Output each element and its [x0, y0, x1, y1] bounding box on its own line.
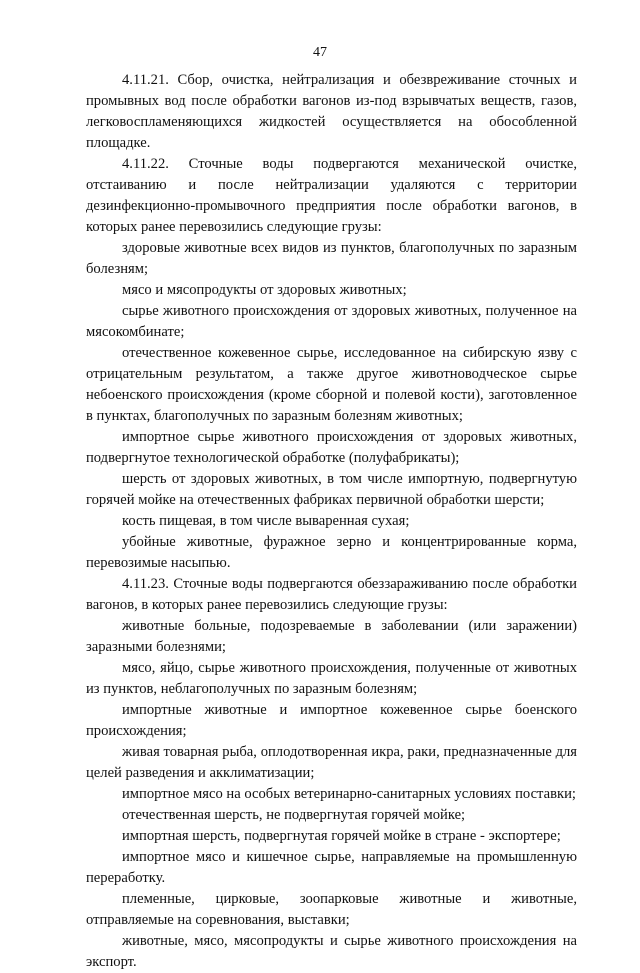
list-item: мясо и мясопродукты от здоровых животных; [122, 282, 407, 298]
paragraph-4-11-22: 4.11.22. Сточные воды подвергаются механической очистке, отстаиванию и после нейтрализации удаляются с территории дезинфекционно-промывочного предприятия после обработки вагонов, в которых ранее перевозились следующие грузы: [86, 156, 577, 235]
list-item: кость пищевая, в том числе вываренная сухая; [122, 513, 410, 529]
list-item: убойные животные, фуражное зерно и концентрированные корма, перевозимые насыпью. [86, 534, 577, 571]
list-item: животные больные, подозреваемые в заболевании (или заражении) заразными болезнями; [86, 618, 577, 655]
list-item: импортное мясо и кишечное сырье, направляемые на промышленную переработку. [86, 849, 577, 886]
paragraph-4-11-21: 4.11.21. Сбор, очистка, нейтрализация и обезвреживание сточных и промывных вод после обработки вагонов из-под взрывчатых веществ, газов, легковоспламеняющихся жидкостей осуществляется на обособленной площадке. [86, 72, 577, 151]
list-item: сырье животного происхождения от здоровых животных, полученное на мясокомбинате; [86, 303, 577, 340]
list-item: импортное мясо на особых ветеринарно-санитарных условиях поставки; [122, 786, 576, 802]
paragraph-4-11-23: 4.11.23. Сточные воды подвергаются обеззараживанию после обработки вагонов, в которых ранее перевозились следующие грузы: [86, 576, 577, 613]
list-item: импортная шерсть, подвергнутая горячей мойке в стране - экспортере; [122, 828, 561, 844]
list-item: отечественное кожевенное сырье, исследованное на сибирскую язву с отрицательным результатом, а также другое животноводческое сырье небоенского происхождения (кроме сборной и полевой кости), заготовленное в пунктах, благополучных по заразным болезням животных; [86, 345, 577, 424]
list-item: животные, мясо, мясопродукты и сырье животного происхождения на экспорт. [86, 933, 577, 970]
list-item: живая товарная рыба, оплодотворенная икра, раки, предназначенные для целей разведения и акклиматизации; [86, 744, 577, 781]
list-item: мясо, яйцо, сырье животного происхождения, полученные от животных из пунктов, неблагополучных по заразным болезням; [86, 660, 577, 697]
list-item: отечественная шерсть, не подвергнутая горячей мойке; [122, 807, 466, 823]
list-item: импортные животные и импортное кожевенное сырье боенского происхождения; [86, 702, 577, 739]
list-item: здоровые животные всех видов из пунктов, благополучных по заразным болезням; [86, 240, 577, 277]
list-item: шерсть от здоровых животных, в том числе импортную, подвергнутую горячей мойке на отечественных фабриках первичной обработки шерсти; [86, 471, 577, 508]
list-item: племенные, цирковые, зоопарковые животные и животные, отправляемые на соревнования, выставки; [86, 891, 577, 928]
document-body [86, 70, 577, 973]
page-number: 47 [313, 45, 327, 60]
list-item: импортное сырье животного происхождения от здоровых животных, подвергнутое технологической обработке (полуфабрикаты); [86, 429, 577, 466]
